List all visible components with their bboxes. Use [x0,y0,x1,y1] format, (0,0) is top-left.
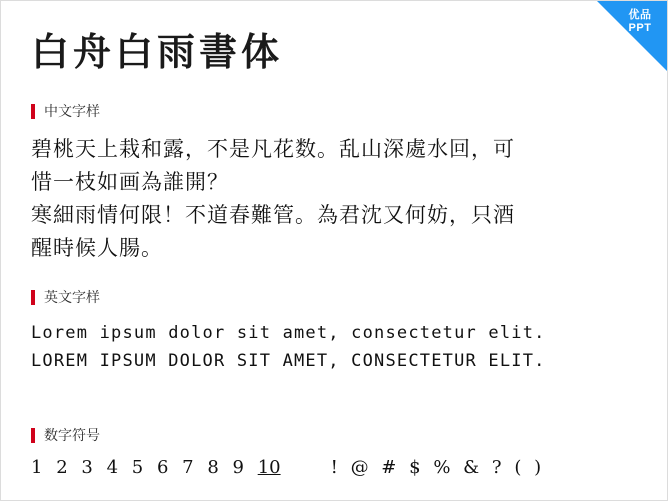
symbol-ampersand: & [463,457,480,478]
digit-10: 10 [257,457,281,478]
digit-1: 1 [31,457,43,478]
section-header-english [31,287,631,307]
section-numbers [31,425,631,478]
symbol-dollar: $ [409,457,421,478]
symbol-paren-close: ) [534,457,542,478]
numbers-symbols-row [31,457,631,478]
digit-7: 7 [182,457,194,478]
symbol-hash: # [381,457,397,478]
section-accent-bar [31,290,35,305]
chinese-sample-line: 碧桃天上栽和露，不是凡花数。乱山深處水回，可 [31,137,515,161]
ribbon-label-line1: 优品 [628,9,652,21]
section-header-numbers [31,425,631,445]
chinese-sample-text [31,133,631,265]
section-chinese [31,101,631,265]
english-sample-line: LOREM IPSUM DOLOR SIT AMET, CONSECTETUR ELIT. [31,351,546,371]
section-title-numbers: 数字符号 [44,428,100,444]
digit-5: 5 [131,457,144,478]
symbol-at: @ [350,457,369,478]
chinese-sample-line: 寒細雨情何限！不道春難管。為君沈又何妨，只酒 [31,203,515,227]
corner-ribbon [597,1,667,71]
section-english [31,287,631,375]
symbol-exclamation: ! [330,457,338,478]
chinese-sample-line: 醒時候人腸。 [31,236,163,260]
digits-list [31,457,289,478]
page-title: 白舟白雨書体 [31,30,284,74]
digit-8: 8 [207,457,219,478]
digit-6: 6 [156,457,169,478]
symbols-list [331,457,549,478]
section-accent-bar [31,428,35,443]
digit-4: 4 [106,457,119,478]
section-header-chinese [31,101,631,121]
digit-3: 3 [81,457,93,478]
symbol-percent: % [433,457,451,478]
section-accent-bar [31,104,35,119]
section-title-english: 英文字样 [44,290,100,306]
chinese-sample-line: 惜一枝如画為誰開？ [31,170,229,194]
symbol-question: ? [491,457,502,478]
ribbon-label [617,9,663,35]
digit-9: 9 [232,457,244,478]
section-title-chinese: 中文字样 [44,104,100,120]
symbol-paren-open: ( [514,457,522,478]
english-sample-line: Lorem ipsum dolor sit amet, consectetur elit. [31,323,546,343]
digit-2: 2 [56,457,68,478]
ribbon-label-line2: PPT [628,22,652,34]
